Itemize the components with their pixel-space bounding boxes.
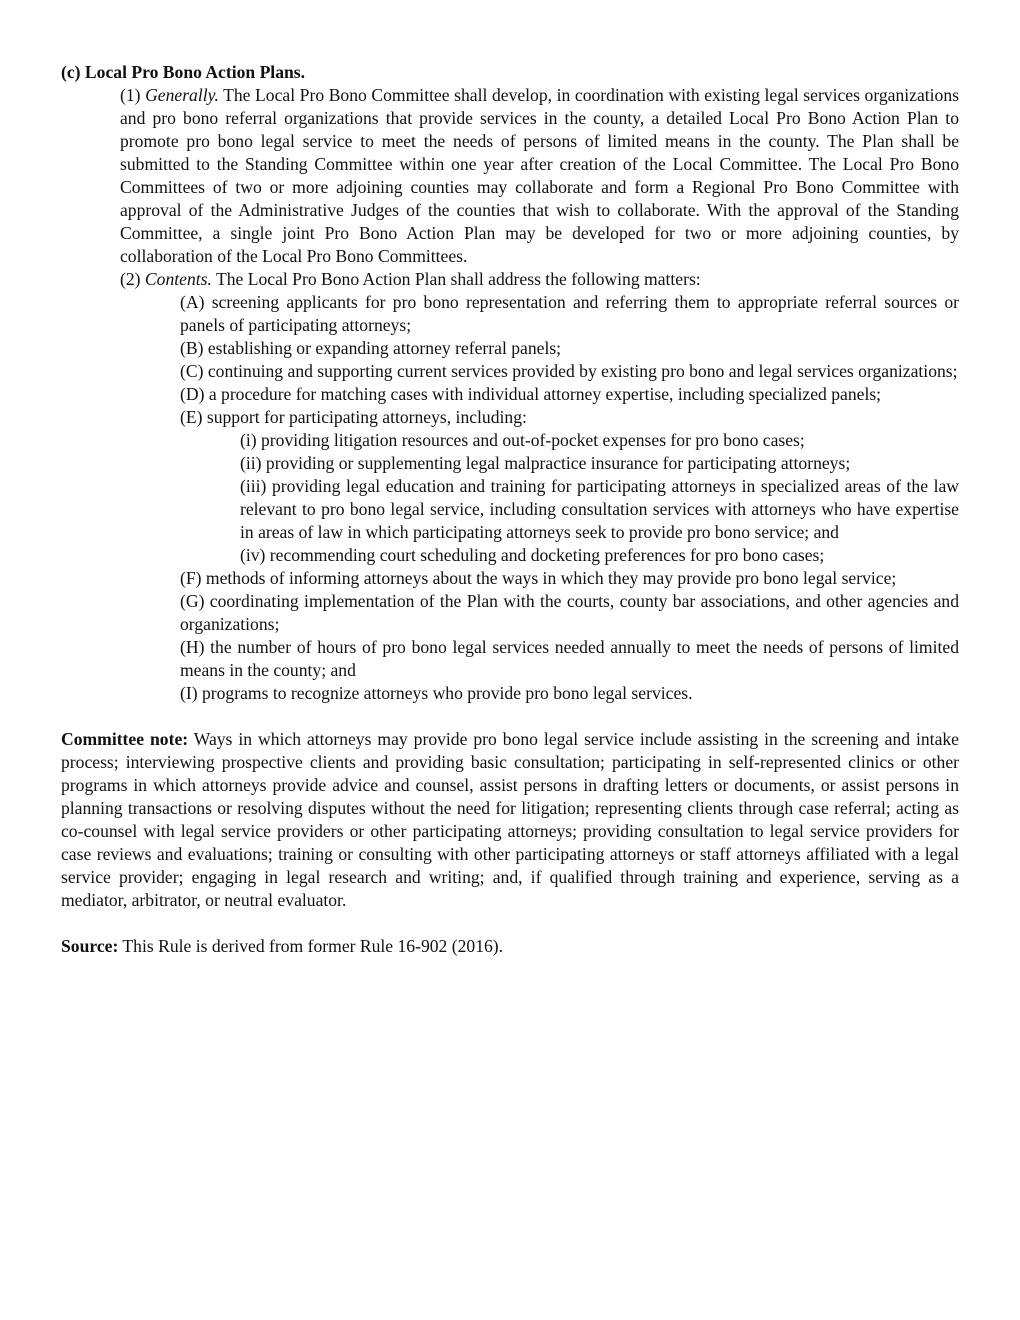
committee-note-text: Ways in which attorneys may provide pro bono legal service include assisting in the screening and intake process; interviewing prospective clients and providing basic consultation; participating in self-represented clinics or other programs in which attorneys provide advice and counsel, assist persons in drafting letters or documents, or assist persons in planning transactions or resolving disputes without the need for litigation; representing clients through case referral; acting as co-counsel with legal service providers or other participating attorneys; providing consultation to legal service providers for case reviews and evaluations; training or consulting with other participating attorneys or staff attorneys affiliated with a legal service provider; engaging in legal research and writing; and, if qualified through training and experience, serving as a mediator, arbitrator, or neutral evaluator. <box>61 729 959 910</box>
section-heading: (c) Local Pro Bono Action Plans. <box>61 62 306 82</box>
paragraph-text: The Local Pro Bono Action Plan shall address the following matters: <box>211 269 701 289</box>
paragraph-number: (1) <box>120 85 146 105</box>
list-item-d: (D) a procedure for matching cases with individual attorney expertise, including specialized panels; <box>180 384 882 404</box>
sub-item-ii: (ii) providing or supplementing legal malpractice insurance for participating attorneys; <box>240 453 851 473</box>
list-item-h: (H) the number of hours of pro bono legal services needed annually to meet the needs of persons of limited means in the county; and <box>180 637 959 680</box>
list-item-c: (C) continuing and supporting current services provided by existing pro bono and legal services organizations; <box>180 361 958 381</box>
committee-note-label: Committee note: <box>61 729 189 749</box>
source-label: Source: <box>61 936 119 956</box>
list-item-b: (B) establishing or expanding attorney referral panels; <box>180 338 562 358</box>
list-item-i: (I) programs to recognize attorneys who provide pro bono legal services. <box>180 683 693 703</box>
paragraph-text: The Local Pro Bono Committee shall develop, in coordination with existing legal services organizations and pro bono referral organizations that provide services in the county, a detailed Local Pro Bono Action Plan to promote pro bono legal service to meet the needs of persons of limited means in the county. The Plan shall be submitted to the Standing Committee within one year after creation of the Local Committee. The Local Pro Bono Committees of two or more adjoining counties may collaborate and form a Regional Pro Bono Committee with approval of the Administrative Judges of the counties that wish to collaborate. With the approval of the Standing Committee, a single joint Pro Bono Action Plan may be developed for two or more adjoining counties, by collaboration of the Local Pro Bono Committees. <box>120 85 959 266</box>
paragraph-generally <box>61 84 959 268</box>
document-page <box>61 61 959 958</box>
list-item-f: (F) methods of informing attorneys about the ways in which they may provide pro bono legal service; <box>180 568 897 588</box>
paragraph-title: Contents. <box>144 269 212 289</box>
sub-item-iv: (iv) recommending court scheduling and docketing preferences for pro bono cases; <box>240 545 825 565</box>
committee-note <box>61 728 959 912</box>
source-text: This Rule is derived from former Rule 16-902 (2016). <box>118 936 504 956</box>
list-item-a: (A) screening applicants for pro bono representation and referring them to appropriate referral sources or panels of participating attorneys; <box>180 292 959 335</box>
sub-item-iii: (iii) providing legal education and training for participating attorneys in specialized areas of the law relevant to pro bono legal service, including consultation services with attorneys who have expertise in areas of law in which participating attorneys seek to provide pro bono service; and <box>240 476 959 542</box>
sub-item-i: (i) providing litigation resources and out-of-pocket expenses for pro bono cases; <box>240 430 805 450</box>
paragraph-contents <box>61 268 959 291</box>
source-note <box>61 935 959 958</box>
list-item-g: (G) coordinating implementation of the Plan with the courts, county bar associations, and other agencies and organizations; <box>180 591 959 634</box>
list-item-e: (E) support for participating attorneys, including: <box>180 407 527 427</box>
paragraph-title: Generally. <box>145 85 219 105</box>
paragraph-number: (2) <box>120 269 145 289</box>
